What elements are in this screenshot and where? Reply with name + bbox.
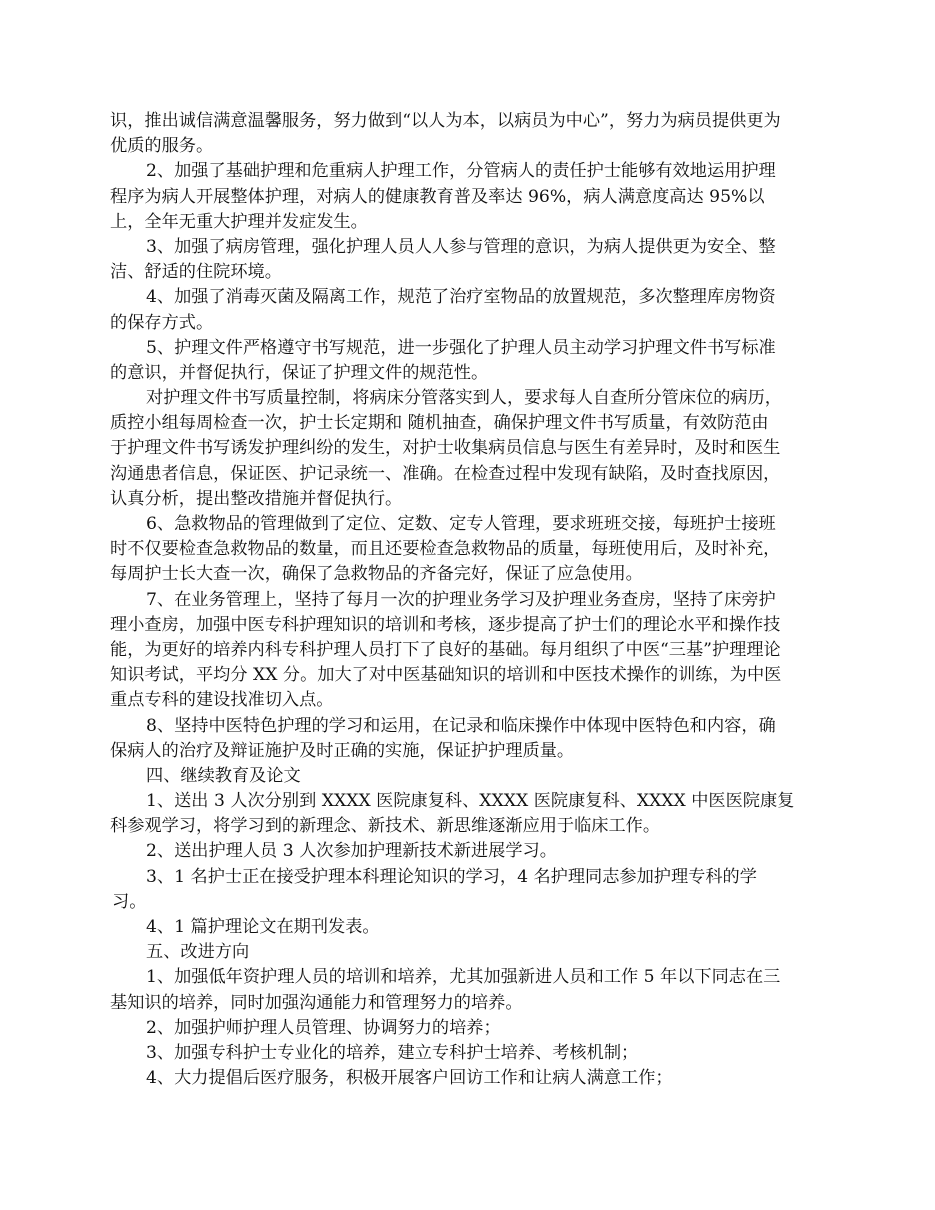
text-line: 3、加强专科护士专业化的培养，建立专科护士培养、考核机制；	[146, 1042, 639, 1063]
text-line: 2、加强了基础护理和危重病人护理工作，分管病人的责任护士能够有效地运用护理	[146, 161, 776, 182]
text-line: 每周护士长大查一次，确保了急救物品的齐备完好，保证了应急使用。	[110, 564, 643, 585]
text-line: 1、加强低年资护理人员的培训和培养，尤其加强新进人员和工作 5 年以下同志在三	[146, 967, 781, 988]
text-line: 6、急救物品的管理做到了定位、定数、定专人管理，要求班班交接，每班护士接班	[146, 514, 776, 534]
text-line: 四、继续教育及论文	[146, 765, 301, 786]
text-line: 的保存方式。	[110, 312, 214, 333]
text-line: 2、加强护师护理人员管理、协调努力的培养；	[146, 1017, 501, 1038]
text-line: 重点专科的建设找准切入点。	[110, 690, 334, 711]
text-line: 的意识，并督促执行，保证了护理文件的规范性。	[110, 362, 489, 383]
text-line: 质控小组每周检查一次，护士长定期和 随机抽查，确保护理文件书写质量，有效防范由	[110, 413, 769, 434]
text-line: 7、在业务管理上，坚持了每月一次的护理业务学习及护理业务查房，坚持了床旁护	[146, 589, 776, 610]
text-line: 8、坚持中医特色护理的学习和运用，在记录和临床操作中体现中医特色和内容，确	[146, 715, 776, 736]
text-line: 4、1 篇护理论文在期刊发表。	[146, 917, 380, 937]
document-page	[110, 109, 830, 1091]
text-line: 基知识的培养，同时加强沟通能力和管理努力的培养。	[110, 992, 523, 1013]
text-line: 4、加强了消毒灭菌及隔离工作，规范了治疗室物品的放置规范，多次整理库房物资	[146, 287, 776, 308]
text-line: 习。	[112, 891, 147, 912]
text-line: 洁、舒适的住院环境。	[110, 262, 282, 283]
text-line: 科参观学习，将学习到的新理念、新技术、新思维逐渐应用于临床工作。	[110, 816, 661, 837]
text-line: 优质的服务。	[110, 136, 214, 157]
text-line: 程序为病人开展整体护理，对病人的健康教育普及率达 96%，病人满意度高达 95%以	[110, 186, 765, 207]
text-line: 于护理文件书写诱发护理纠纷的发生，对护士收集病员信息与医生有差异时，及时和医生	[110, 438, 781, 459]
text-line: 3、加强了病房管理，强化护理人员人人参与管理的意识，为病人提供更为安全、整	[146, 236, 776, 257]
text-line: 对护理文件书写质量控制，将病床分管落实到人，要求每人自查所分管床位的病历，	[146, 388, 782, 409]
text-line: 1、送出 3 人次分别到 XXXX 医院康复科、XXXX 医院康复科、XXXX 中医医院康复	[146, 791, 795, 812]
text-line: 能，为更好的培养内科专科护理人员打下了良好的基础。每月组织了中医“三基”护理理论	[110, 639, 781, 660]
text-line: 理小查房，加强中医专科护理知识的培训和考核，逐步提高了护士们的理论水平和操作技	[110, 614, 781, 635]
text-line: 2、送出护理人员 3 人次参加护理新技术新进展学习。	[146, 841, 557, 862]
text-line: 认真分析，提出整改措施并督促执行。	[110, 488, 403, 509]
text-line: 保病人的治疗及辩证施护及时正确的实施，保证护护理质量。	[110, 740, 575, 761]
text-line: 沟通患者信息，保证医、护记录统一、准确。在检查过程中发现有缺陷，及时查找原因，	[110, 463, 781, 484]
text-line: 4、大力提倡后医疗服务，积极开展客户回访工作和让病人满意工作；	[146, 1068, 673, 1089]
text-line: 识，推出诚信满意温馨服务，努力做到“以人为本，以病员为中心”，努力为病员提供更为	[110, 111, 781, 131]
text-line: 时不仅要检查急救物品的数量，而且还要检查急救物品的质量，每班使用后，及时补充，	[110, 539, 781, 560]
text-line: 上，全年无重大护理并发症发生。	[110, 211, 368, 232]
text-line: 知识考试，平均分 XX 分。加大了对中医基础知识的培训和中医技术操作的训练，为中医	[110, 665, 782, 686]
text-line: 3、1 名护士正在接受护理本科理论知识的学习，4 名护理同志参加护理专科的学	[146, 866, 757, 887]
text-line: 五、改进方向	[146, 942, 250, 963]
text-line: 5、护理文件严格遵守书写规范，进一步强化了护理人员主动学习护理文件书写标准	[146, 337, 776, 358]
